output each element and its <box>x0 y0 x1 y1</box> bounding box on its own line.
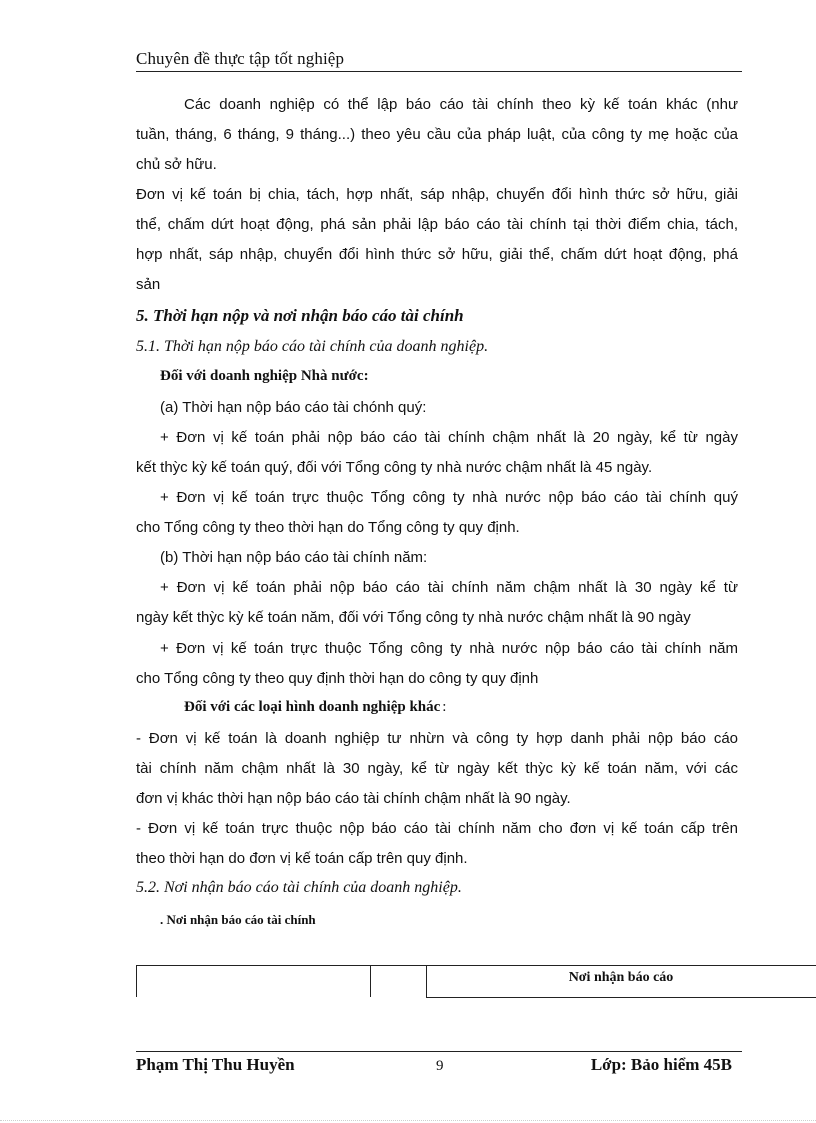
paragraph-line: - Đơn vị kế toán trực thuộc nộp báo cáo tài chính năm cho đơn vị kế toán cấp trên <box>136 820 738 837</box>
table-header-receiver: Nơi nhận báo cáo <box>568 970 674 985</box>
paragraph-line: cho Tổng công ty theo thời hạn do Tổng công ty quy định. <box>136 519 520 536</box>
paragraph-line: - Đơn vị kế toán là doanh nghiệp tư nhừn và công ty hợp danh phải nộp báo cáo <box>136 730 738 747</box>
page-number: 9 <box>436 1058 444 1074</box>
paragraph-line: + Đơn vị kế toán trực thuộc Tổng công ty nhà nước nộp báo cáo tài chính quý <box>160 489 738 506</box>
table-top-border <box>136 965 816 966</box>
other-types-heading <box>184 699 446 716</box>
paragraph-line: kết thỳc kỳ kế toán quý, đối với Tổng công ty nhà nước chậm nhất là 45 ngày. <box>136 459 653 476</box>
paragraph-line: đơn vị khác thời hạn nộp báo cáo tài chính chậm nhất là 90 ngày. <box>136 790 571 807</box>
paragraph-line: chủ sở hữu. <box>136 156 217 173</box>
paragraph-line: cho Tổng công ty theo quy định thời hạn do công ty quy định <box>136 670 539 687</box>
other-types-colon: : <box>442 699 447 715</box>
state-enterprise-heading: Đối với doanh nghiệp Nhà nước: <box>160 368 369 384</box>
paragraph-line: tuần, tháng, 6 tháng, 9 tháng...) theo yêu cầu của pháp luật, của công ty mẹ hoặc của <box>136 126 738 143</box>
table-col-border <box>136 965 137 997</box>
quarterly-deadline-title: (a) Thời hạn nộp báo cáo tài chónh quý: <box>160 399 427 416</box>
page-edge <box>0 1120 816 1121</box>
annual-deadline-title: (b) Thời hạn nộp báo cáo tài chính năm: <box>160 549 428 566</box>
paragraph-line: theo thời hạn do đơn vị kế toán cấp trên quy định. <box>136 850 468 867</box>
table-header-bottom-border <box>426 997 816 998</box>
footer-class: Lớp: Bảo hiểm 45B <box>590 1055 732 1074</box>
paragraph-line: hợp nhất, sáp nhập, chuyển đổi hình thức sở hữu, giải thể, chấm dứt hoạt động, phá <box>136 246 738 263</box>
paragraph-line: sản <box>136 276 161 293</box>
paragraph-line: + Đơn vị kế toán phải nộp báo cáo tài chính chậm nhất là 20 ngày, kể từ ngày <box>160 429 738 446</box>
section-heading-5-1: 5.1. Thời hạn nộp báo cáo tài chính của doanh nghiệp. <box>136 338 489 355</box>
paragraph-line: Các doanh nghiệp có thể lập báo cáo tài chính theo kỳ kế toán khác (như <box>184 96 738 113</box>
paragraph-line: + Đơn vị kế toán phải nộp báo cáo tài chính năm chậm nhất là 30 ngày kể từ <box>160 579 738 596</box>
header-title: Chuyên đề thực tập tốt nghiệp <box>136 49 345 68</box>
table-col-border <box>370 965 371 997</box>
header-divider <box>136 71 742 72</box>
paragraph-line: Đơn vị kế toán bị chia, tách, hợp nhất, sáp nhập, chuyển đổi hình thức sở hữu, giải <box>136 186 738 203</box>
paragraph-line: ngày kết thỳc kỳ kế toán năm, đối với Tổng công ty nhà nước chậm nhất là 90 ngày <box>136 609 691 626</box>
other-types-label: Đối với các loại hình doanh nghiệp khác <box>184 699 441 715</box>
section-heading-5: 5. Thời hạn nộp và nơi nhận báo cáo tài chính <box>136 306 464 325</box>
paragraph-line: + Đơn vị kế toán trực thuộc Tổng công ty nhà nước nộp báo cáo tài chính năm <box>160 640 738 657</box>
paragraph-line: tài chính năm chậm nhất là 30 ngày, kể từ ngày kết thỳc kỳ kế toán năm, với các <box>136 760 738 777</box>
section-heading-5-2: 5.2. Nơi nhận báo cáo tài chính của doanh nghiệp. <box>136 879 462 896</box>
footer-divider <box>136 1051 742 1052</box>
paragraph-line: thể, chấm dứt hoạt động, phá sản phải lập báo cáo tài chính tại thời điểm chia, tách, <box>136 216 738 233</box>
receiver-table <box>136 965 816 997</box>
footer-author: Phạm Thị Thu Huyền <box>136 1055 295 1074</box>
receiver-label: . Nơi nhận báo cáo tài chính <box>160 912 316 927</box>
